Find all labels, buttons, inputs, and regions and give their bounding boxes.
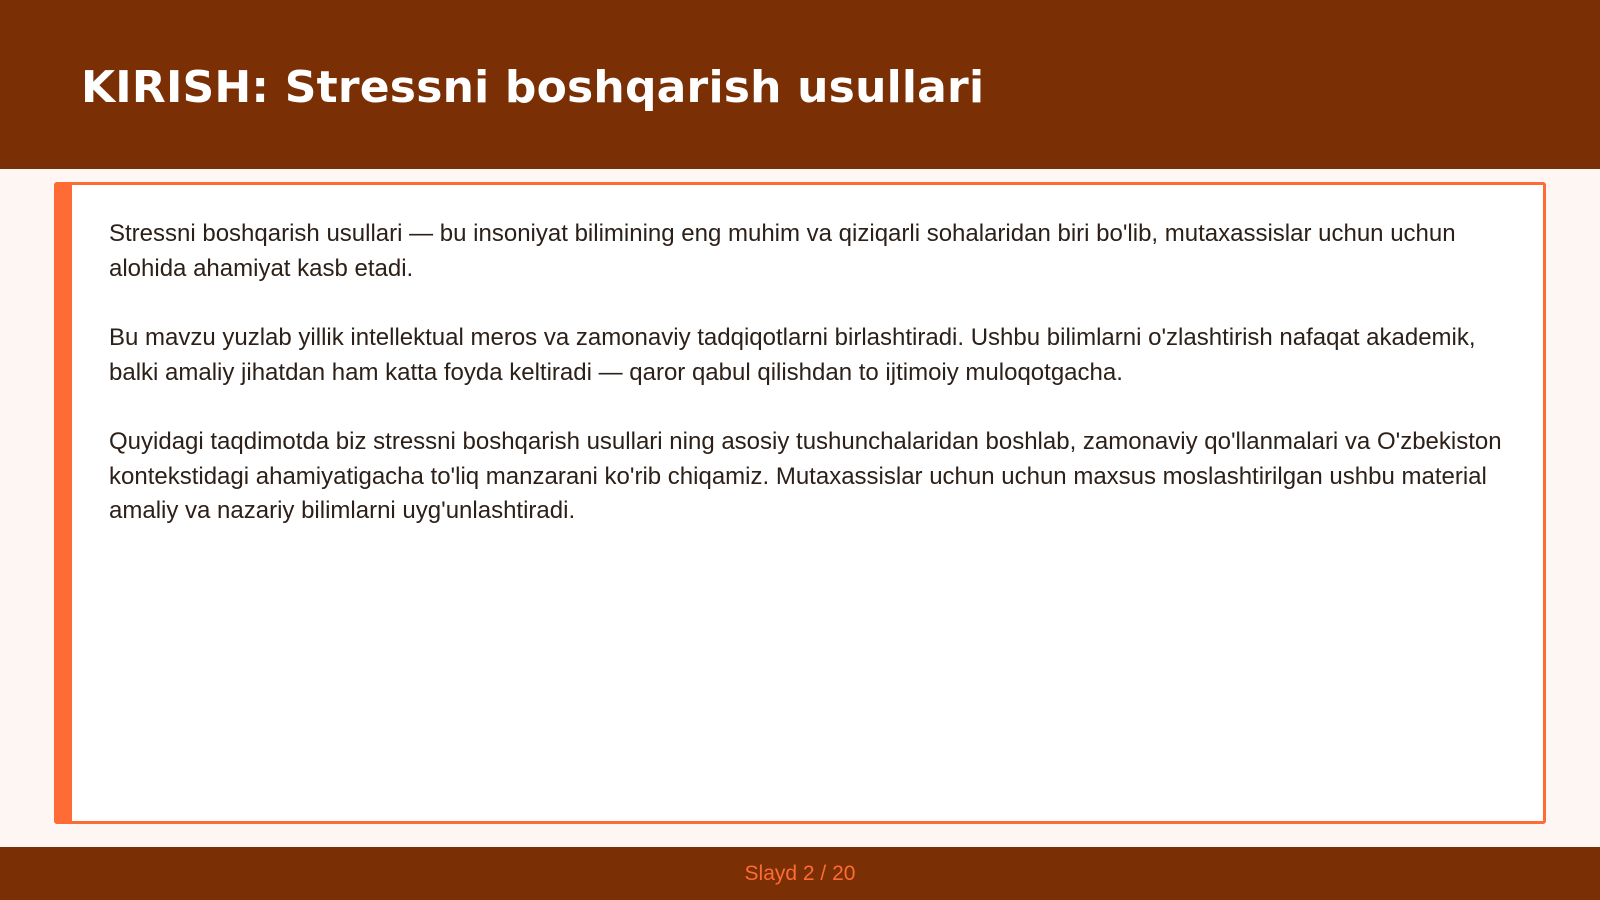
slide-title: KIRISH: Stressni boshqarish usullari — [81, 62, 985, 113]
paragraph-intro: Stressni boshqarish usullari — bu insoniyat bilimining eng muhim va qiziqarli sohalaridan biri bo'lib, mutaxassislar uchun uchun alohida ahamiyat kasb etadi. — [109, 220, 1456, 282]
slide-header — [0, 0, 1600, 169]
slide-footer — [0, 847, 1600, 900]
slide-counter: Slayd 2 / 20 — [744, 862, 856, 885]
paragraph-overview: Quyidagi taqdimotda biz stressni boshqarish usullari ning asosiy tushunchalaridan boshlab, zamonaviy qo'llanmalari va O'zbekiston kontekstidagi ahamiyatigacha to'liq manzarani ko'rib chiqamiz. Mutaxassislar uchun uchun maxsus moslashtirilgan ushbu material amaliy va nazariy bilimlarni uyg'unlashtiradi. — [109, 428, 1502, 524]
paragraph-heritage: Bu mavzu yuzlab yillik intellektual meros va zamonaviy tadqiqotlarni birlashtiradi. Ushbu bilimlarni o'zlashtirish nafaqat akademik, balki amaliy jihatdan ham katta foyda keltiradi — qaror qabul qilishdan to ijtimoiy muloqotgacha. — [109, 324, 1476, 386]
content-body — [109, 217, 1509, 564]
content-panel — [54, 182, 1546, 824]
